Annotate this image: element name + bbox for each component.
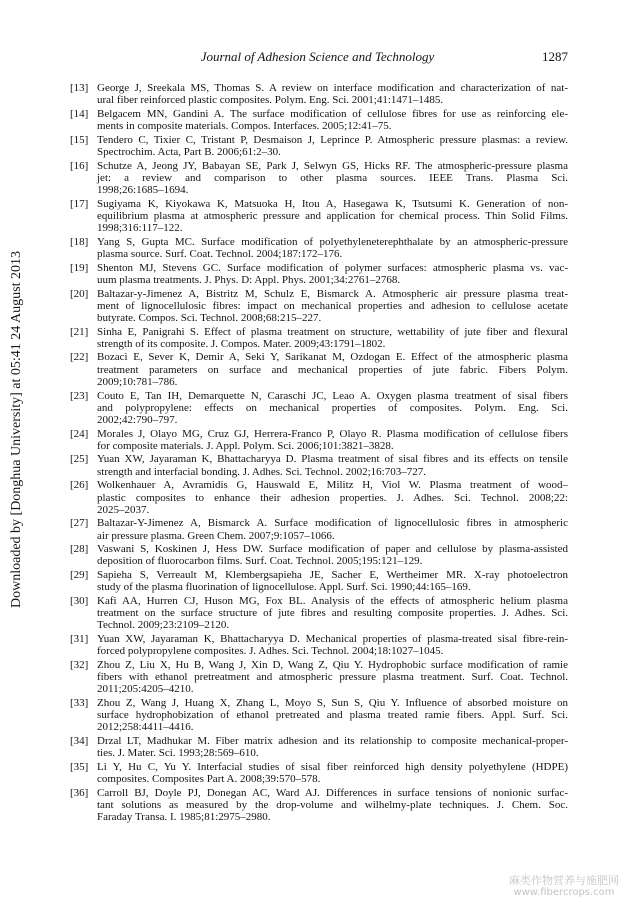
reference-item [70,288,568,325]
reference-line: Tendero C, Tixier C, Tristant P, Desmaison J, Leprince P. Atmospheric pressure plasmas: a review. [97,133,568,146]
reference-text [97,82,568,106]
reference-item [70,569,568,593]
reference-number: [26] [70,479,89,492]
reference-text [97,160,568,197]
reference-item [70,697,568,734]
reference-number: [24] [70,427,89,440]
reference-text [97,428,568,452]
reference-line: jet: a review and comparison to other plasma sources. IEEE Trans. Plasma Sci. [97,171,568,184]
reference-line: 1998;316:117–122. [97,222,183,235]
reference-line: Wolkenhauer A, Avramidis G, Hauswald E, Militz H, Viol W. Plasma treatment of wood– [97,479,568,492]
reference-text [97,479,568,516]
reference-item [70,160,568,197]
reference-number: [16] [70,159,89,172]
reference-line: treatment on the surface structure of jute fibres and resulting composite properties. J. Adhes. Sci. [97,607,568,620]
reference-number: [27] [70,517,89,530]
reference-text [97,735,568,759]
reference-line: Bozaci E, Sever K, Demir A, Seki Y, Sarikanat M, Ozdogan E. Effect of the atmospheric plasma [97,351,568,364]
reference-text [97,543,568,567]
reference-line: Li Y, Hu C, Yu Y. Interfacial studies of sisal fiber reinforced high density polyethylene (HDPE) [97,760,568,773]
reference-text [97,351,568,388]
reference-item [70,659,568,696]
reference-text [97,517,568,541]
reference-line: butyrate. Compos. Sci. Technol. 2008;68:215–227. [97,311,322,324]
reference-item [70,735,568,759]
reference-line: Sapieha S, Verreault M, Klembergsapieha JE, Sacher E, Wertheimer MR. X-ray photoelectron [97,569,568,582]
reference-item [70,633,568,657]
running-head-journal-title: Journal of Adhesion Science and Technology [200,49,435,64]
reference-line: ties. J. Mater. Sci. 1993;28:569–610. [97,747,259,760]
watermark-url: www.fibercrops.com [513,887,615,898]
reference-line: Baltazar-Y-Jimenez A, Bismarck A. Surface modification of lignocellulosic fibres in atmospheric [97,517,568,530]
reference-text [97,761,568,785]
reference-text [97,108,568,132]
reference-line: plasma source. Surf. Coat. Technol. 2004;187:172–176. [97,247,343,260]
reference-line: Zhou Z, Liu X, Hu B, Wang J, Xin D, Wang Z, Qiu Y. Hydrophobic surface modification of ramie [97,658,568,671]
reference-number: [23] [70,389,89,402]
reference-text [97,697,568,734]
reference-line: for composite materials. J. Appl. Polym. Sci. 2006;101:3821–3828. [97,439,394,452]
reference-item [70,198,568,235]
reference-text [97,236,568,260]
watermark-site-name: 麻类作物营养与施肥网 [509,874,619,887]
reference-line: Spectrochim. Acta, Part B. 2006;61:2–30. [97,145,281,158]
reference-line: air pressure plasma. Green Chem. 2007;9:1057–1066. [97,529,335,542]
reference-line: uum plasma treatments. J. Phys. D: Appl. Phys. 2001;34:2761–2768. [97,273,401,286]
reference-text [97,198,568,235]
reference-text [97,134,568,158]
reference-text [97,659,568,696]
reference-number: [18] [70,235,89,248]
reference-line: 2002;42:790–797. [97,413,178,426]
reference-line: deposition of fluorocarbon films. Surf. Coat. Technol. 2005;195:121–129. [97,555,423,568]
reference-text [97,326,568,350]
reference-number: [30] [70,595,89,607]
reference-number: [35] [70,760,89,773]
reference-line: tant solutions as measured by the drop-volume and wilhelmy-plate techniques. J. Chem. Soc. [97,799,568,811]
reference-number: [36] [70,786,89,799]
reference-item [70,236,568,260]
reference-text [97,262,568,286]
reference-line: 2011;205:4205–4210. [97,683,194,696]
reference-text [97,288,568,325]
reference-item [70,543,568,567]
reference-item [70,351,568,388]
download-notice: Downloaded by [Donghua University] at 05:41 24 August 2013 [9,251,24,609]
reference-line: Kafi AA, Hurren CJ, Huson MG, Fox BL. Analysis of the effects of atmospheric helium plasma [97,595,568,607]
reference-item [70,595,568,632]
reference-number: [25] [70,453,89,466]
reference-line: 2025–2037. [97,503,150,516]
reference-line: surface hydrophobization of ethanol pretreated and plasma treated ramie fibers. Appl. Surf. Sci. [97,709,568,722]
reference-number: [28] [70,543,89,556]
reference-line: composites. Composites Part A. 2008;39:570–578. [97,773,321,786]
site-watermark [499,874,629,899]
reference-item [70,517,568,541]
reference-text [97,595,568,632]
reference-line: 1998;26:1685–1694. [97,184,189,196]
reference-line: Shenton MJ, Stevens GC. Surface modification of polymer surfaces: atmospheric plasma vs. vac- [97,261,568,274]
reference-number: [20] [70,287,89,300]
reference-line: fibers with ethanol pretreatment and atmospheric pressure plasma treatment. Surf. Coat. Technol. [97,671,568,684]
reference-line: forced polypropylene composites. J. Adhes. Sci. Technol. 2004;18:1027–1045. [97,645,444,658]
reference-line: Couto E, Tan IH, Demarquette N, Caraschi JC, Leao A. Oxygen plasma treatment of sisal fibers [97,389,568,402]
reference-number: [33] [70,697,89,709]
reference-line: Faraday Transa. I. 1985;81:2975–2980. [97,811,271,824]
reference-line: George J, Sreekala MS, Thomas S. A review on interface modification and characterization of nat- [97,82,568,94]
reference-line: Zhou Z, Wang J, Huang X, Zhang L, Moyo S, Sun S, Qiu Y. Influence of absorbed moisture on [97,697,568,709]
reference-text [97,390,568,427]
reference-text [97,633,568,657]
reference-line: equilibrium plasma at atmospheric pressure and application for chemical process. Thin Solid Films. [97,209,568,222]
reference-line: study of the plasma fluorination of lignocellulose. Appl. Surf. Sci. 1990;44:165–169. [97,581,471,594]
reference-line: ment of lignocellulosic fibres: impact on mechanical properties and adhesion to cellulose acetate [97,299,568,312]
reference-number: [14] [70,107,89,120]
reference-item [70,479,568,516]
reference-line: Carroll BJ, Doyle PJ, Donegan AC, Ward AJ. Differences in surface tensions of nonionic surfac- [97,786,568,799]
reference-item [70,108,568,132]
reference-line: Sugiyama K, Kiyokawa K, Matsuoka H, Itou A, Hasegawa K, Tsutsumi K. Generation of non- [97,197,568,210]
reference-item [70,326,568,350]
reference-number: [32] [70,658,89,671]
reference-line: plastic composites to enhance their adhesion properties. J. Adhes. Sci. Technol. 2008;22: [97,491,568,504]
reference-number: [15] [70,133,89,146]
reference-line: Drzal LT, Madhukar M. Fiber matrix adhesion and its relationship to composite mechanical-proper- [97,735,568,748]
reference-line: Yang S, Gupta MC. Surface modification of polyethyleneterephthalate by an atmospheric-pressure [97,235,568,248]
reference-line: and polypropylene: effects on mechanical properties of composites. Polym. Eng. Sci. [97,401,568,414]
reference-line: Sinha E, Panigrahi S. Effect of plasma treatment on structure, wettability of jute fiber and flexural [97,325,568,338]
reference-line: ural fiber reinforced plastic composites. Polym. Eng. Sci. 2001;41:1471–1485. [97,94,444,107]
reference-number: [29] [70,569,89,582]
reference-item [70,428,568,452]
reference-line: Yuan XW, Jayaraman K, Bhattacharyya D. Mechanical properties of plasma-treated sisal fibre-rein- [97,633,568,646]
reference-line: Vaswani S, Koskinen J, Hess DW. Surface modification of paper and cellulose by plasma-assisted [97,543,568,556]
reference-number: [19] [70,261,89,274]
reference-line: Yuan XW, Jayaraman K, Bhattacharyya D. Plasma treatment of sisal fibres and its effects on tensile [97,453,568,466]
reference-number: [22] [70,351,89,364]
reference-item [70,82,568,106]
reference-list [70,82,568,825]
reference-line: Belgacem MN, Gandini A. The surface modification of cellulose fibres for use as reinforcing ele- [97,107,568,120]
page-number: 1287 [542,49,568,64]
reference-line: 2009;10:781–786. [97,375,178,388]
reference-number: [13] [70,82,89,94]
reference-line: strength of its composite. J. Compos. Mater. 2009;43:1791–1802. [97,337,386,350]
reference-line: treatment parameters on surface and mechanical properties of jute fabric. Fibers Polym. [97,363,568,376]
reference-text [97,453,568,477]
reference-line: strength and interfacial bonding. J. Adhes. Sci. Technol. 2002;16:703–727. [97,465,426,478]
reference-number: [34] [70,735,89,748]
reference-line: Baltazar-y-Jimenez A, Bistritz M, Schulz E, Bismarck A. Atmospheric air pressure plasma treat- [97,287,568,300]
reference-line: Morales J, Olayo MG, Cruz GJ, Herrera-Franco P, Olayo R. Plasma modification of cellulose fibers [97,427,568,440]
reference-line: Schutze A, Jeong JY, Babayan SE, Park J, Selwyn GS, Hicks RF. The atmospheric-pressure plasma [97,159,568,172]
reference-number: [17] [70,197,89,210]
reference-line: 2012;258:4411–4416. [97,721,194,734]
reference-item [70,390,568,427]
reference-number: [21] [70,325,89,338]
reference-line: ments in composite materials. Compos. Interfaces. 2005;12:41–75. [97,120,392,133]
reference-item [70,787,568,824]
reference-text [97,787,568,824]
reference-item [70,453,568,477]
reference-item [70,262,568,286]
reference-item [70,134,568,158]
reference-number: [31] [70,633,89,646]
reference-text [97,569,568,593]
reference-line: Technol. 2009;23:2109–2120. [97,619,230,632]
reference-item [70,761,568,785]
